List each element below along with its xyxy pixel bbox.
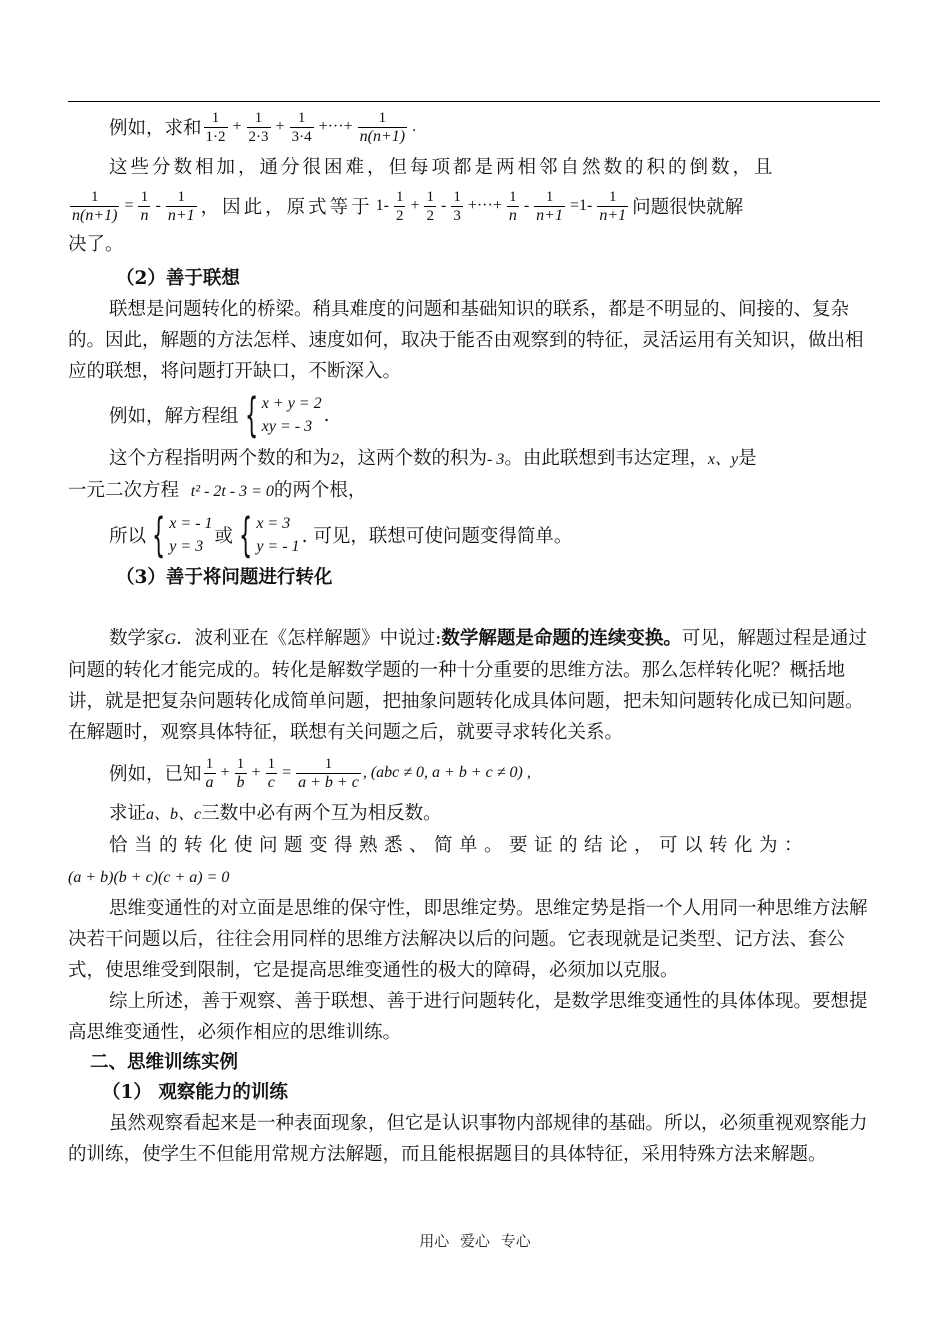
solution-line: 所以 { x = - 1 y = 3 或 { x = 3 y = - 1 . 可见，联想可使问题变得简单。	[109, 508, 573, 562]
equation-system: { x + y = 2 xy = - 3	[244, 388, 322, 442]
paragraph: 综上所述，善于观察、善于联想、善于进行问题转化，是数学思维变通性的具体体现。要想提高思维变通性，必须作相应的思维训练。	[68, 991, 868, 1043]
equation-system: { x = 3 y = - 1	[239, 508, 300, 562]
paragraph: 恰当的转化使问题变得熟悉、简单。要证的结论，可以转化为： (a + b)(b + c)(c + a) = 0	[68, 835, 810, 886]
fraction: $\frac{1}{1\cdot 2}$	[205, 109, 226, 145]
page-content	[68, 104, 880, 1170]
paragraph: 虽然观察看起来是一种表面现象，但它是认识事物内部规律的基础。所以，必须重视观察能力的训练，使学生不但能用常规方法解题，而且能根据题目的具体特征，采用特殊方法来解题。	[68, 1113, 868, 1165]
identity-example: 例如，已知 $\frac{1}{a}$ + $\frac{1}{b}$ + $\frac{1}{c}$ = $\frac{1}{a + b + c}$ , (abc ≠ 0, a + b + c ≠ 0) ,	[109, 755, 531, 791]
equation-system-example: 例如，解方程组 { x + y = 2 xy = - 3 .	[109, 388, 330, 442]
fraction: $\frac{1}{3\cdot 4}$	[291, 109, 312, 145]
paragraph: 求证a、b、c三数中必有两个互为相反数。	[109, 803, 442, 824]
fraction: $\frac{1}{n(n+1)}$	[359, 109, 406, 145]
page-footer: 用心 爱心 专心	[419, 1232, 531, 1250]
paragraph: 这些分数相加，通分很困难，但每项都是两相邻自然数的积的倒数，且	[109, 157, 776, 178]
section-heading: （1） 观察能力的训练	[102, 1082, 288, 1103]
example-sum-label: 例如，求和	[109, 118, 202, 139]
fraction: $\frac{1}{2\cdot 3}$	[248, 109, 269, 145]
section-heading: 二、思维训练实例	[90, 1052, 239, 1073]
telescoping-formula: $\frac{1}{n(n+1)}$ = $\frac{1}{n}$ - $\frac{1}{n+1}$ ，因此，原式等于 1- $\frac{1}{2}$ + $\frac{1}{2}$ - $\frac{1}{3}$ +···+ $\frac{1}{n}$ - $\frac{1}{n+1}$ =1- $\frac{1}{n+1}$ 问题很快就解	[72, 188, 744, 224]
paragraph: 数学家G．波利亚在《怎样解题》中说过:数学解题是命题的连续变换。可见，解题过程是通过问题的转化才能完成的。转化是解数学题的一种十分重要的思维方法。那么怎样转化呢？概括地讲，就是把复杂问题转化成简单问题，把抽象问题转化成具体问题，把未知问题转化成已知问题。在解题时，观察具体特征，联想有关问题之后，就要寻求转化关系。	[68, 628, 867, 743]
emphasis: 数学解题是命题的连续变换。	[441, 628, 682, 649]
paragraph: 这个方程指明两个数的和为2，这两个数的积为- 3。由此联想到韦达定理，x、y是 一元二次方程 t² - 2t - 3 = 0的两个根，	[68, 448, 757, 501]
header-rule	[68, 101, 880, 102]
paragraph: 思维变通性的对立面是思维的保守性，即思维定势。思维定势是指一个人用同一种思维方法解决若干问题以后，往往会用同样的思维方法解决以后的问题。它表现就是记类型、记方法、套公式，使思维受到限制，它是提高思维变通性的极大的障碍，必须加以克服。	[68, 898, 868, 981]
example-sum: 例如，求和 $\frac{1}{1\cdot 2}$ + $\frac{1}{2\cdot 3}$ + $\frac{1}{3\cdot 4}$ +···+ $\frac{1}{n(n+1)}$ .	[109, 109, 417, 145]
paragraph: 联想是问题转化的桥梁。稍具难度的问题和基础知识的联系，都是不明显的、间接的、复杂的。因此，解题的方法怎样、速度如何，取决于能否由观察到的特征，灵活运用有关知识，做出相应的联想，将问题打开缺口，不断深入。	[68, 299, 864, 382]
section-heading: （3）善于将问题进行转化	[116, 567, 333, 588]
paragraph: 决了。	[68, 234, 124, 255]
equation-system: { x = - 1 y = 3	[152, 508, 213, 562]
section-heading: （2）善于联想	[116, 268, 240, 289]
